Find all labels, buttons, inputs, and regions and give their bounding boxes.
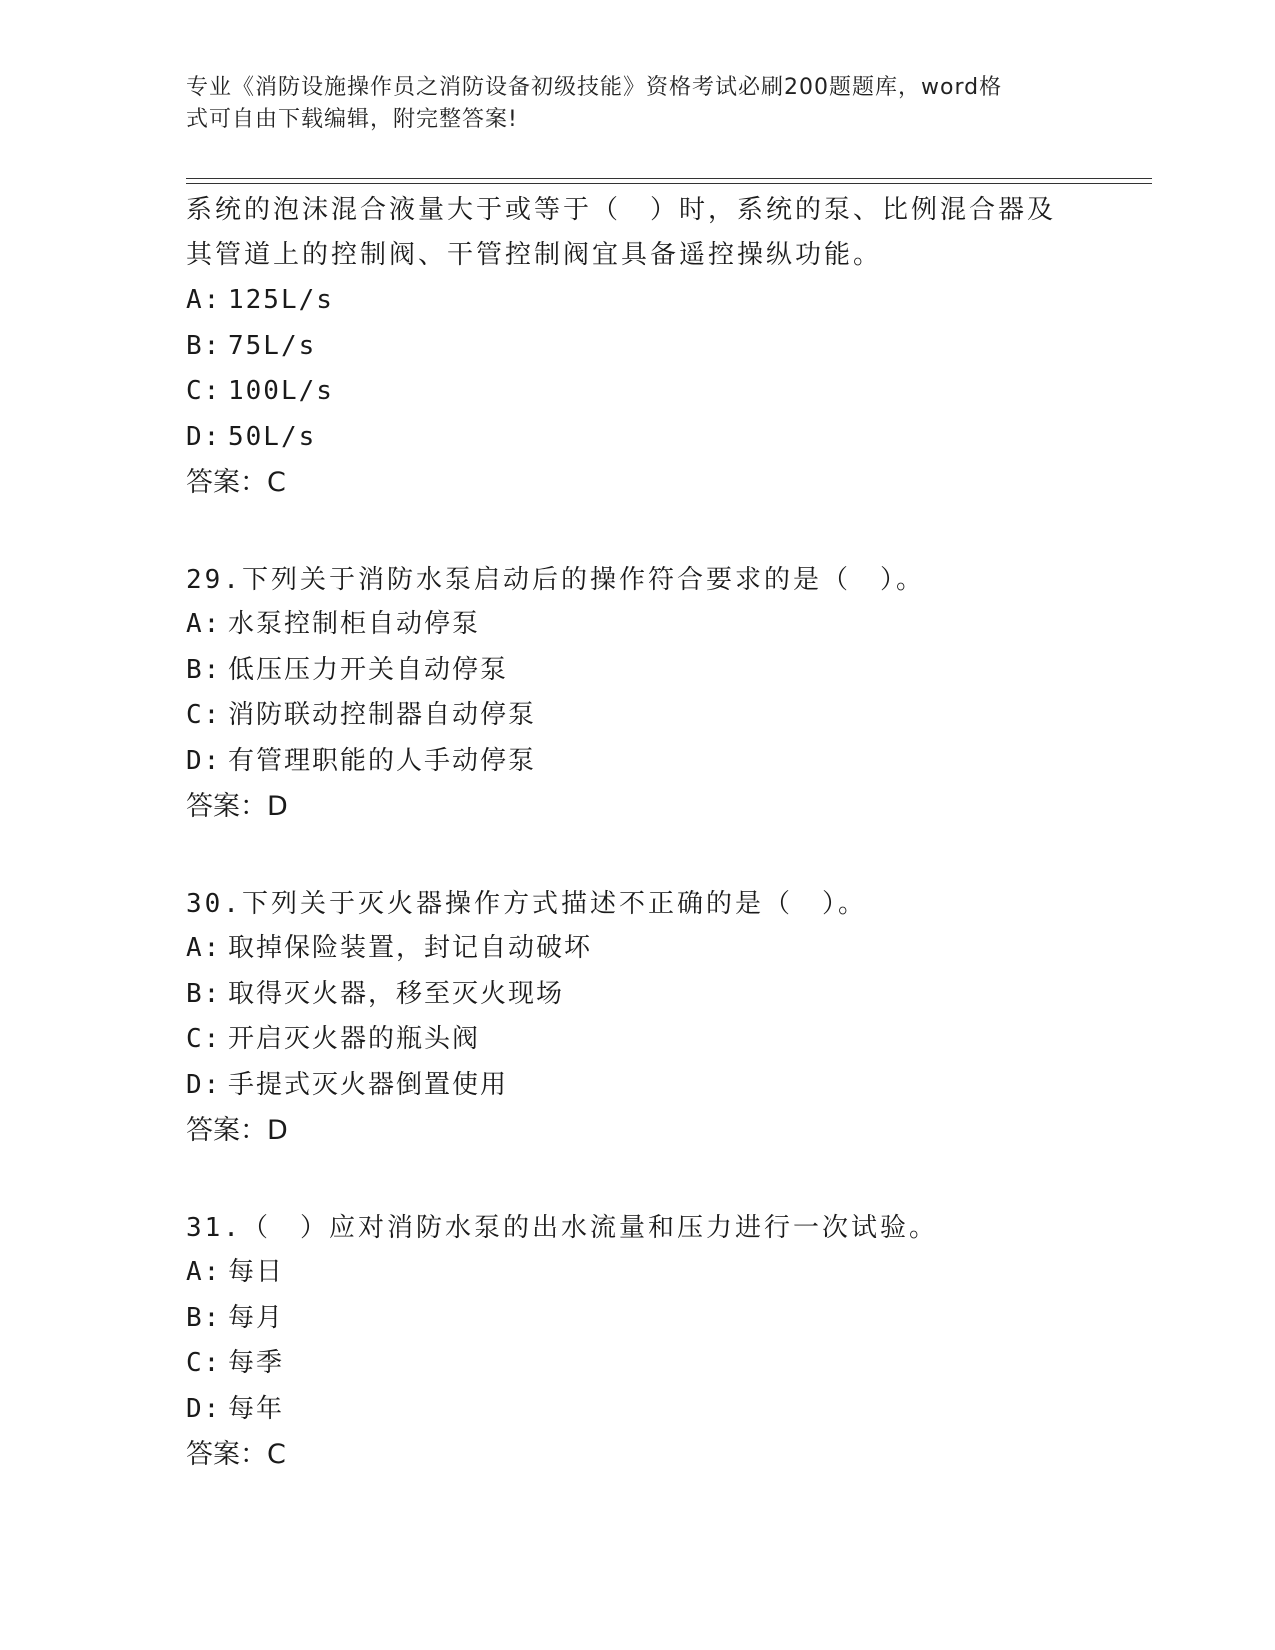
option-text: 水泵控制柜自动停泵	[228, 609, 481, 639]
option-letter: A:	[186, 609, 222, 639]
option-text: 75L/s	[228, 330, 317, 361]
option-letter: D:	[186, 745, 222, 776]
option-letter: D:	[186, 1069, 222, 1100]
option-b	[186, 324, 1146, 370]
option-c	[186, 1341, 1146, 1387]
option-letter: C:	[186, 376, 222, 406]
option-d	[186, 415, 1146, 461]
document-header	[186, 72, 1066, 136]
question-text-line: 29.下列关于消防水泵启动后的操作符合要求的是（ ）。	[186, 565, 925, 595]
question-block	[186, 558, 1146, 830]
header-divider-top	[186, 178, 1152, 179]
option-a	[186, 926, 1146, 972]
option-d	[186, 1063, 1146, 1109]
question-text-line: 31.（ ）应对消防水泵的出水流量和压力进行一次试验。	[186, 1213, 938, 1243]
option-b	[186, 648, 1146, 694]
question-text-line: 其管道上的控制阀、干管控制阀宜具备遥控操纵功能。	[186, 240, 883, 270]
option-text: 每季	[228, 1348, 285, 1378]
option-b	[186, 972, 1146, 1018]
option-text: 取掉保险装置，封记自动破坏	[228, 933, 593, 963]
option-b	[186, 1296, 1146, 1342]
option-letter: A:	[186, 933, 222, 963]
option-letter: B:	[186, 978, 222, 1009]
option-text: 每年	[228, 1393, 285, 1424]
header-line-1: 专业《消防设施操作员之消防设备初级技能》资格考试必刷200题题库，word格	[186, 75, 1003, 100]
header-line-2: 式可自由下载编辑，附完整答案!	[186, 107, 518, 132]
option-text: 开启灭火器的瓶头阀	[228, 1024, 481, 1054]
header-divider-bottom	[186, 183, 1152, 184]
option-letter: A:	[186, 285, 222, 315]
option-text: 125L/s	[228, 285, 334, 315]
option-a	[186, 1250, 1146, 1296]
option-a	[186, 278, 1146, 324]
answer-line: 答案：C	[186, 467, 286, 498]
option-c	[186, 1017, 1146, 1063]
question-text-line: 系统的泡沫混合液量大于或等于（ ）时，系统的泵、比例混合器及	[186, 195, 1057, 225]
option-text: 每日	[228, 1257, 285, 1287]
option-letter: B:	[186, 1302, 222, 1333]
question-block	[186, 1206, 1146, 1478]
option-text: 取得灭火器，移至灭火现场	[228, 978, 565, 1009]
option-letter: D:	[186, 421, 222, 452]
option-letter: B:	[186, 330, 222, 361]
answer-line: 答案：C	[186, 1439, 286, 1470]
option-letter: D:	[186, 1393, 222, 1424]
option-a	[186, 602, 1146, 648]
answer-line: 答案：D	[186, 791, 288, 822]
option-c	[186, 693, 1146, 739]
option-text: 消防联动控制器自动停泵	[228, 700, 537, 730]
option-text: 低压压力开关自动停泵	[228, 654, 509, 685]
option-letter: B:	[186, 654, 222, 685]
option-text: 每月	[228, 1302, 285, 1333]
option-text: 100L/s	[228, 376, 334, 406]
question-block	[186, 882, 1146, 1154]
option-letter: C:	[186, 1024, 222, 1054]
option-letter: A:	[186, 1257, 222, 1287]
question-list	[186, 188, 1146, 1478]
answer-line: 答案：D	[186, 1115, 288, 1146]
option-d	[186, 1387, 1146, 1433]
option-text: 手提式灭火器倒置使用	[228, 1069, 509, 1100]
option-letter: C:	[186, 700, 222, 730]
option-d	[186, 739, 1146, 785]
option-text: 50L/s	[228, 421, 317, 452]
question-block	[186, 188, 1146, 506]
option-letter: C:	[186, 1348, 222, 1378]
option-text: 有管理职能的人手动停泵	[228, 745, 537, 776]
question-text-line: 30.下列关于灭火器操作方式描述不正确的是（ ）。	[186, 889, 867, 919]
option-c	[186, 369, 1146, 415]
